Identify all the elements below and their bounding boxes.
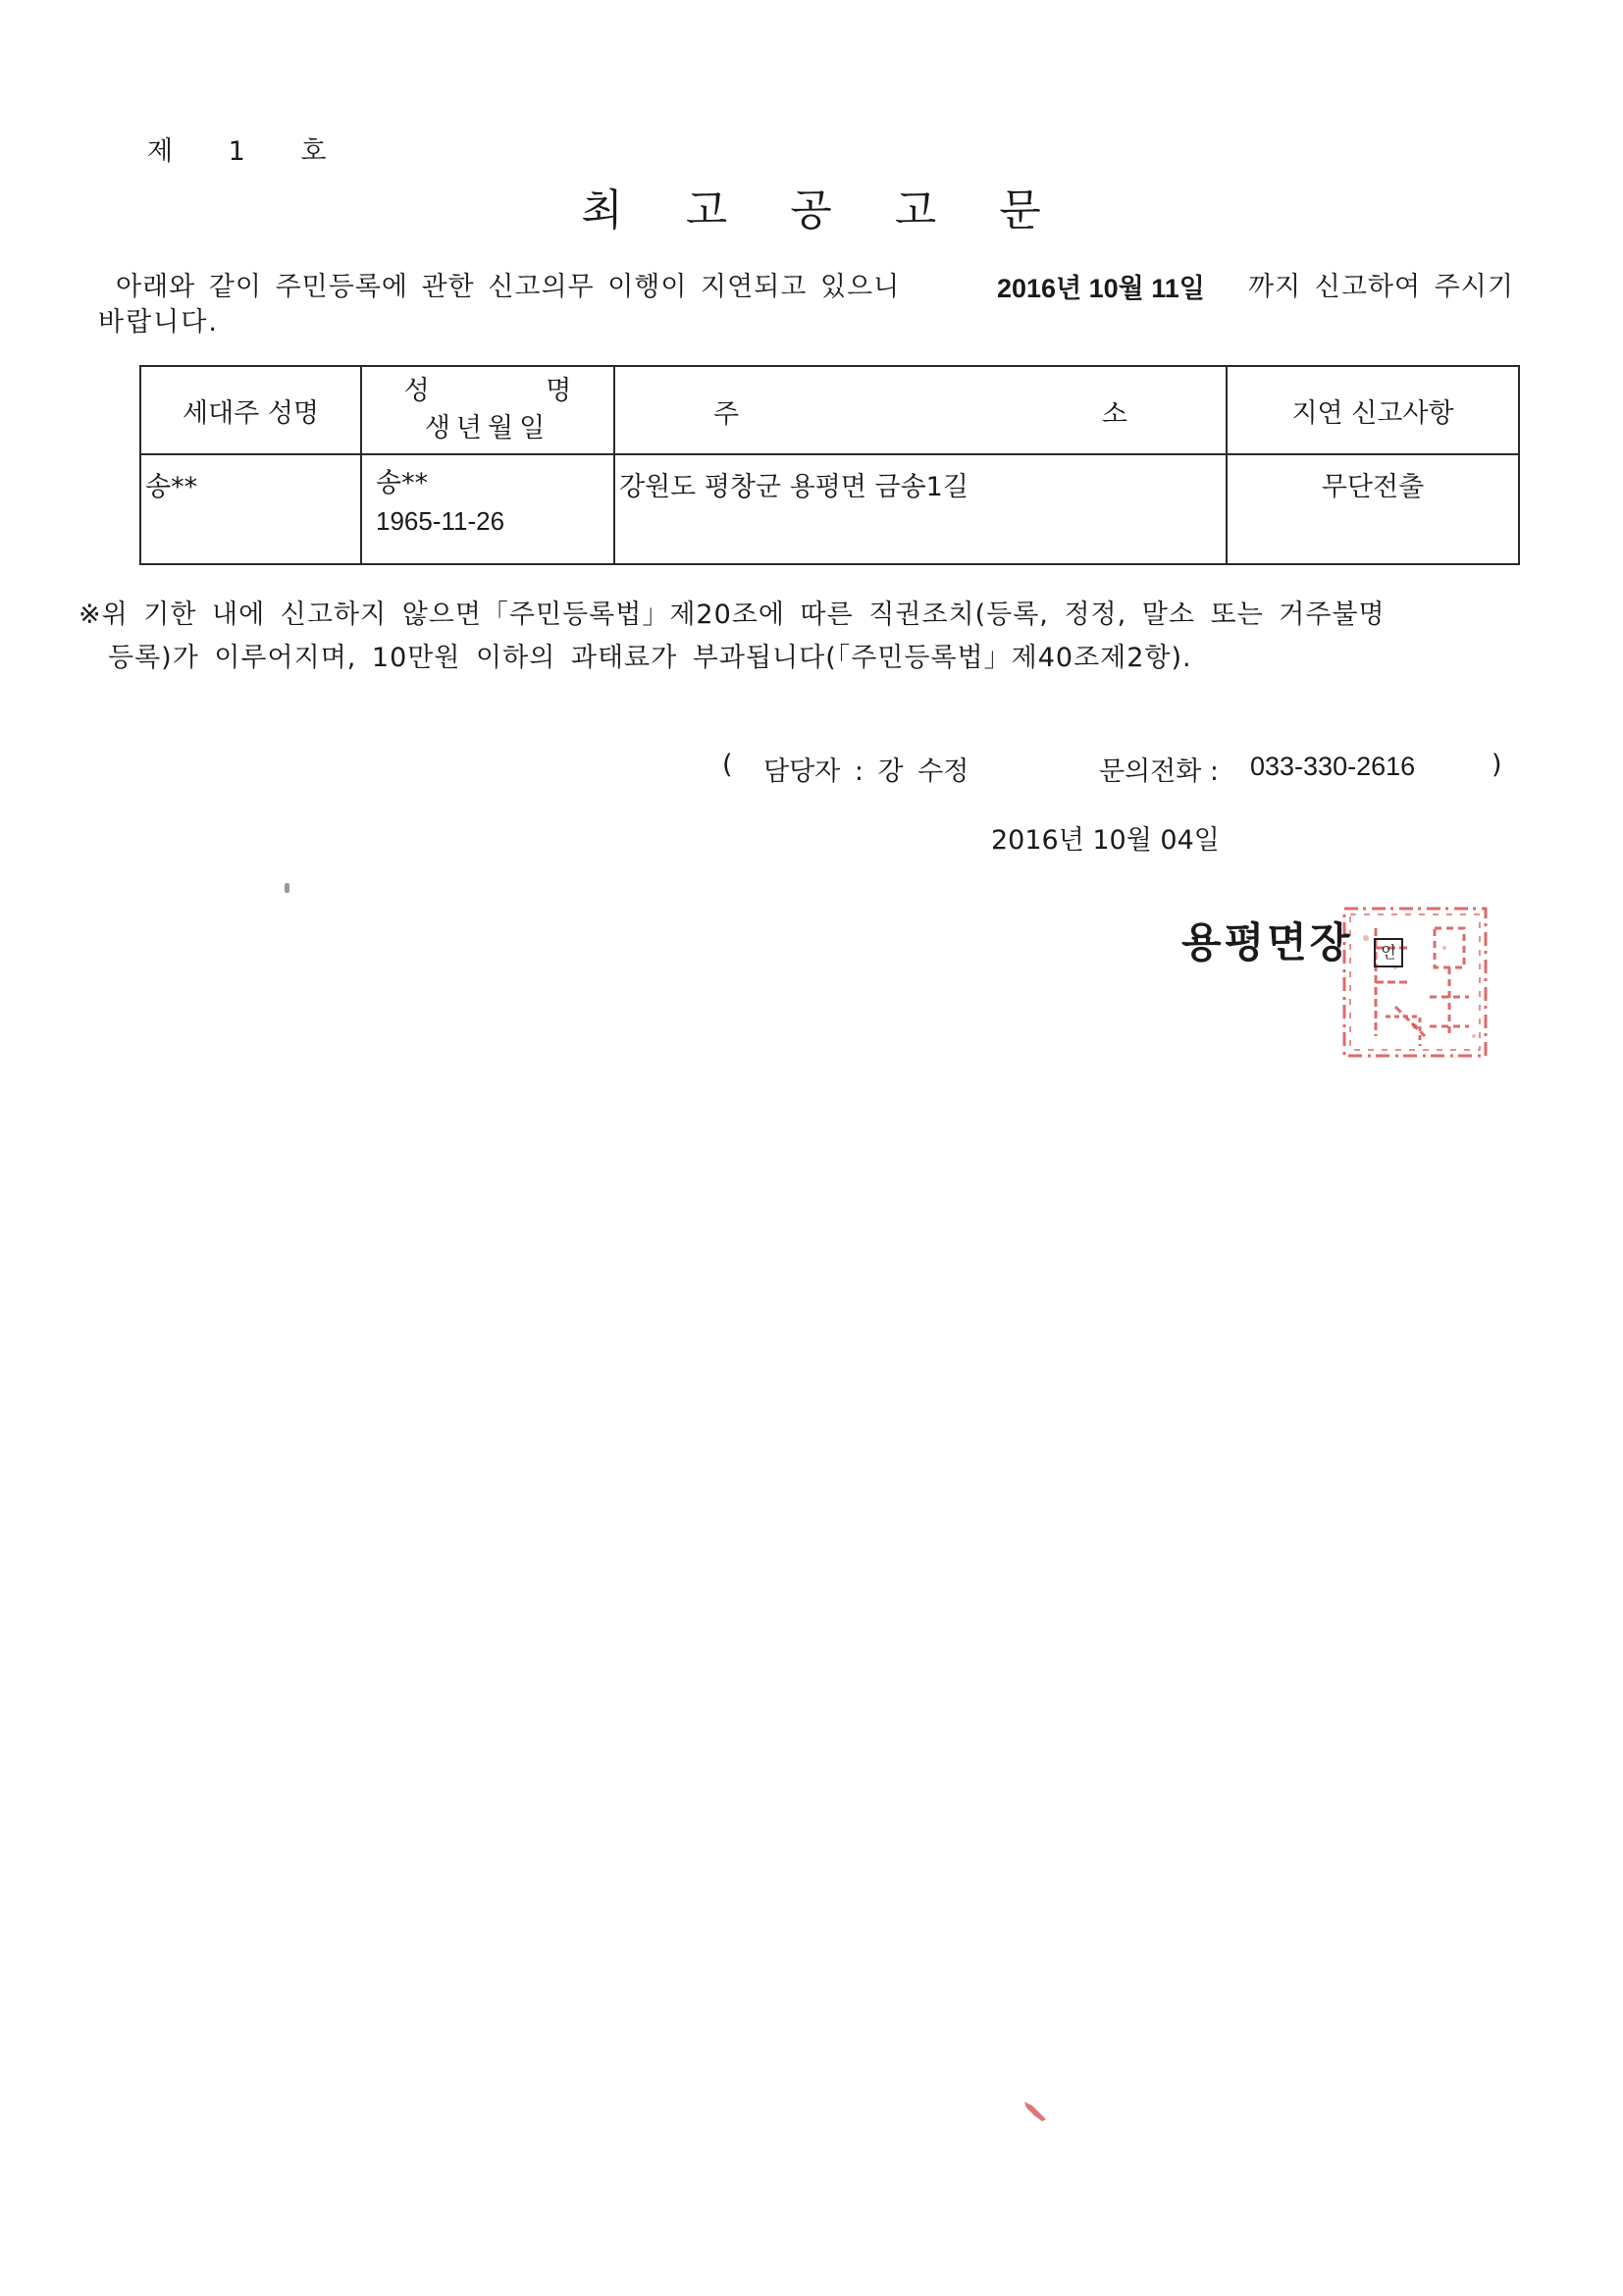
table-row xyxy=(140,454,1519,564)
header-birth-date: 생년월일 xyxy=(424,413,551,444)
cell-birth-date: 1965-11-26 xyxy=(376,506,505,536)
cell-name: 송** xyxy=(376,468,429,498)
contact-person: 담당자 : 강 수정 xyxy=(763,757,969,787)
intro-line-1-tail: 까지 신고하여 주시기 xyxy=(1248,272,1514,302)
cell-address: 강원도 평창군 용평면 금송1길 xyxy=(614,454,1227,564)
report-table xyxy=(139,365,1520,565)
intro-line-1: 아래와 같이 주민등록에 관한 신고의무 이행이 지연되고 있으니 xyxy=(116,272,901,302)
cell-delayed-report: 무단전출 xyxy=(1227,454,1519,564)
cell-name-birth xyxy=(361,454,614,564)
signer-title: 용평면장 xyxy=(1181,918,1353,966)
header-delayed-report: 지연 신고사항 xyxy=(1227,366,1519,454)
scan-speck xyxy=(285,883,289,893)
header-name: 성 명 xyxy=(403,376,572,406)
red-ink-smudge xyxy=(1021,2096,1050,2125)
seal-mark: 인 xyxy=(1374,938,1403,967)
document-number: 제 1 호 xyxy=(147,136,329,167)
deadline-date: 2016년 10월 11일 xyxy=(997,274,1205,303)
notice-line-2: 등록)가 이루어지며, 10만원 이하의 과태료가 부과됩니다(「주민등록법」제40조제2항). xyxy=(108,643,1192,673)
intro-line-2: 바랍니다. xyxy=(98,307,219,338)
header-household-head: 세대주 성명 xyxy=(140,366,361,454)
phone-number: 033-330-2616 xyxy=(1250,752,1416,781)
issue-date: 2016년 10월 04일 xyxy=(991,825,1220,856)
contact-open-paren: ( xyxy=(722,750,733,780)
header-name-birth xyxy=(361,366,614,454)
cell-household-head: 송** xyxy=(140,454,361,564)
notice-line-1: ※위 기한 내에 신고하지 않으면「주민등록법」제20조에 따른 직권조치(등록, 정정, 말소 또는 거주불명 xyxy=(79,600,1386,630)
header-address-char-2: 소 xyxy=(1101,399,1127,430)
table-header-row xyxy=(140,366,1519,454)
phone-label: 문의전화 : xyxy=(1099,757,1220,787)
header-address xyxy=(614,366,1227,454)
contact-close-paren: ) xyxy=(1492,750,1502,780)
document-title: 최 고 공 고 문 xyxy=(581,185,1042,235)
official-seal-stamp xyxy=(1327,889,1501,1073)
header-address-char-1: 주 xyxy=(713,399,740,430)
